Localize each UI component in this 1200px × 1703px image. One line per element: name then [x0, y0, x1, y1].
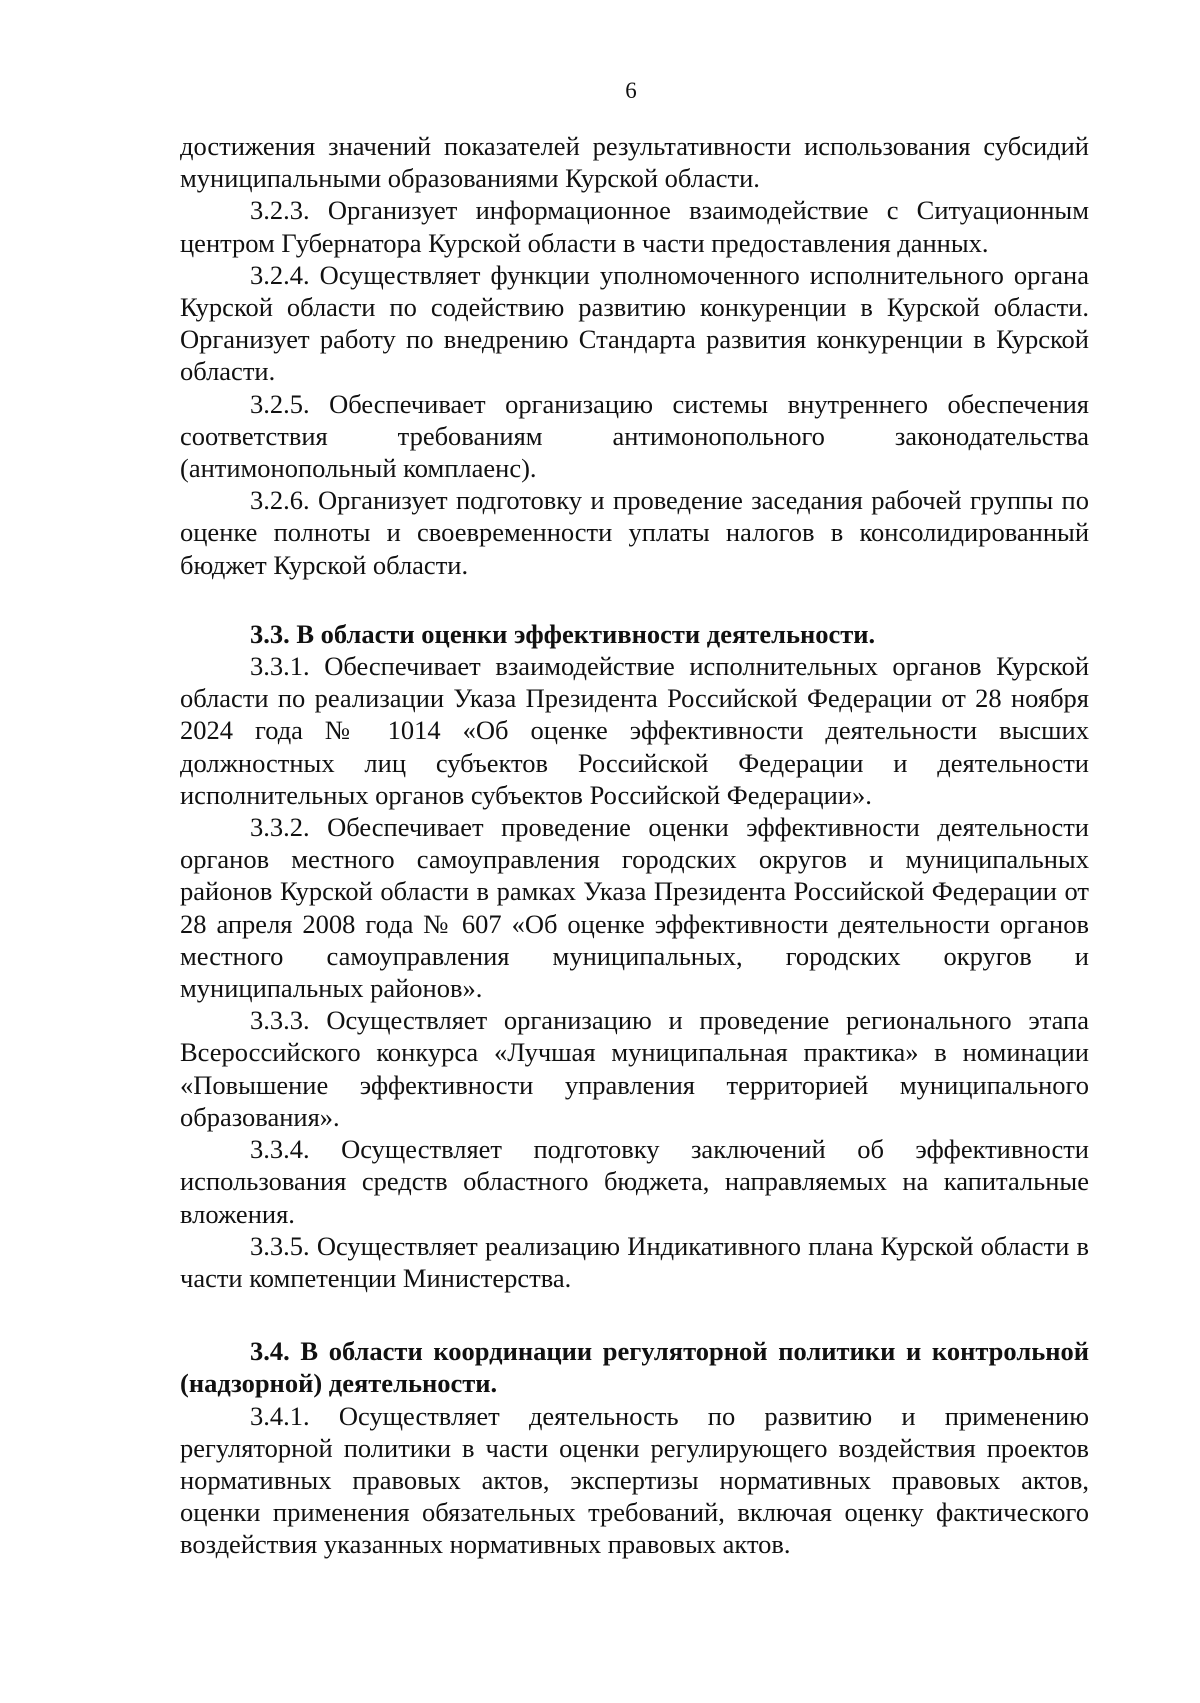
paragraph-3-2-4: 3.2.4. Осуществляет функции уполномоченного исполнительного органа Курской области по содействию развитию конкуренции в Курской области. Организует работу по внедрению Стандарта развития конкуренции в Курской области. [180, 259, 1089, 387]
section-heading-3-4: 3.4. В области координации регуляторной политики и контрольной (надзорной) деятельности. [180, 1336, 1089, 1399]
section-heading-3-3: 3.3. В области оценки эффективности деятельности. [250, 618, 876, 649]
paragraph-3-2-3: 3.2.3. Организует информационное взаимодействие с Ситуационным центром Губернатора Курской области в части предоставления данных. [180, 195, 1089, 258]
paragraph-3-4-1: 3.4.1. Осуществляет деятельность по развитию и применению регуляторной политики в части оценки регулирующего воздействия проектов нормативных правовых актов, экспертизы нормативных правовых актов, оценки применения обязательных требований, включая оценку фактического воздействия указанных нормативных правовых актов. [180, 1400, 1089, 1560]
paragraph-3-2-5: 3.2.5. Обеспечивает организацию системы внутреннего обеспечения соответствия требованиям антимонопольного законодательства (антимонопольный комплаенс). [180, 388, 1089, 484]
paragraph-3-3-1: 3.3.1. Обеспечивает взаимодействие исполнительных органов Курской области по реализации Указа Президента Российской Федерации от 28 ноября 2024 года № 1014 «Об оценке эффективности деятельности высших должностных лиц субъектов Российской Федерации и деятельности исполнительных органов субъектов Российской Федерации». [180, 651, 1089, 810]
paragraph-3-3-2: 3.3.2. Обеспечивает проведение оценки эффективности деятельности органов местного самоуправления городских округов и муниципальных районов Курской области в рамках Указа Президента Российской Федерации от 28 апреля 2008 года № 607 «Об оценке эффективности деятельности органов местного самоуправления муниципальных, городских округов и муниципальных районов». [180, 812, 1089, 1004]
paragraph-3-3-5: 3.3.5. Осуществляет реализацию Индикативного плана Курской области в части компетенции Министерства. [180, 1230, 1089, 1293]
paragraph-3-3-3: 3.3.3. Осуществляет организацию и проведение регионального этапа Всероссийского конкурса «Лучшая муниципальная практика» в номинации «Повышение эффективности управления территорией муниципального образования». [180, 1005, 1089, 1132]
page-number: 6 [625, 78, 637, 103]
paragraph-3-2-6: 3.2.6. Организует подготовку и проведение заседания рабочей группы по оценке полноты и своевременности уплаты налогов в консолидированный бюджет Курской области. [180, 485, 1089, 580]
document-body [180, 130, 1089, 1561]
paragraph-3-3-4: 3.3.4. Осуществляет подготовку заключений об эффективности использования средств областного бюджета, направляемых на капитальные вложения. [180, 1134, 1089, 1229]
paragraph-continuation: достижения значений показателей результативности использования субсидий муниципальными образованиями Курской области. [180, 131, 1089, 194]
